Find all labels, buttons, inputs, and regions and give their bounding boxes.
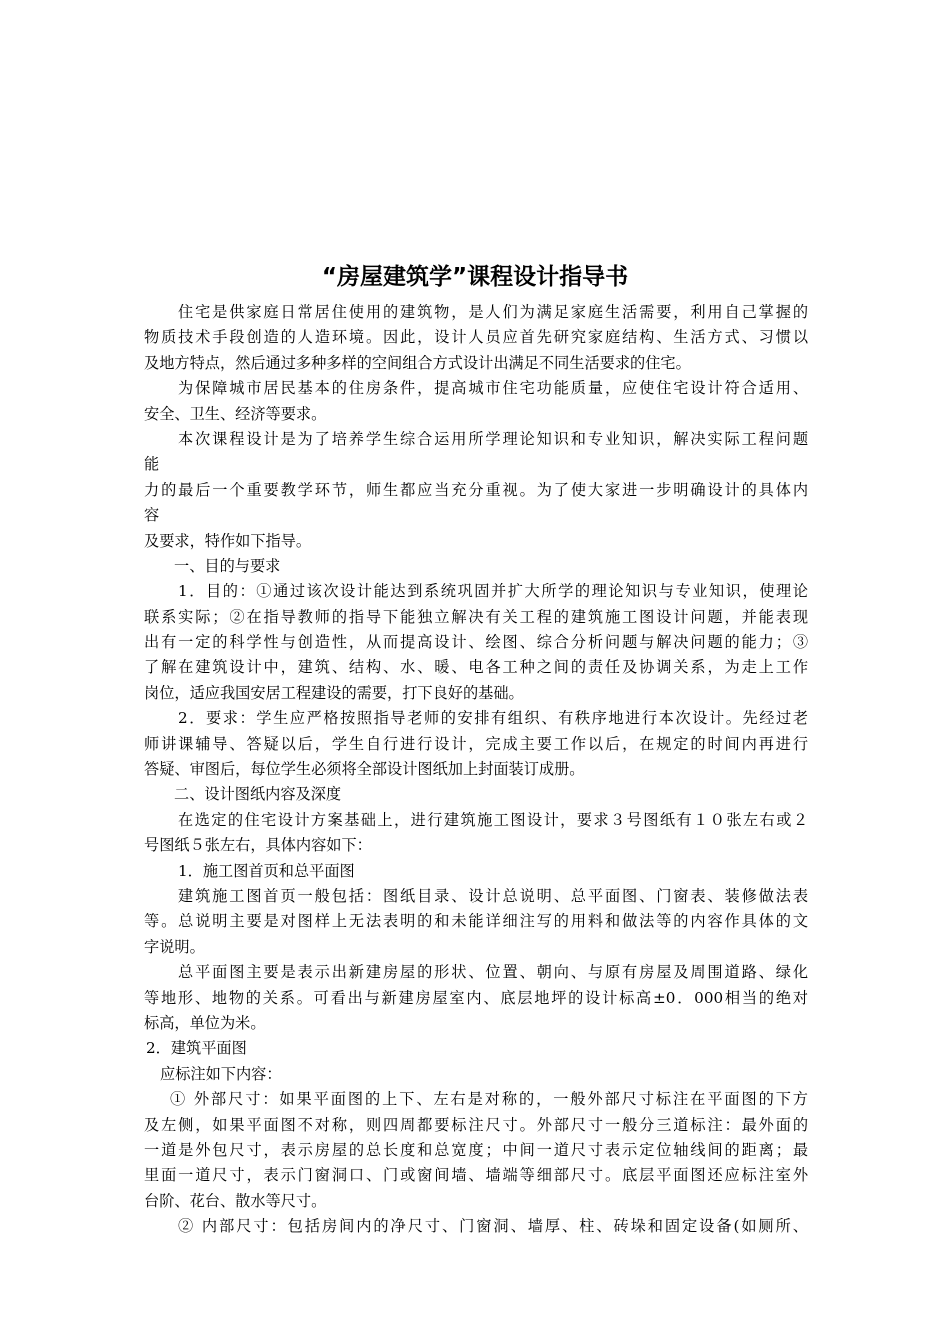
subsection-heading: 1．施工图首页和总平面图 xyxy=(178,861,355,880)
paragraph-line: 本次课程设计是为了培养学生综合运用所学理论知识和专业知识，解决实际工程问题 xyxy=(178,429,808,448)
paragraph-line: 字说明。 xyxy=(144,937,205,956)
paragraph-line: 及要求，特作如下指导。 xyxy=(144,531,312,550)
section-heading: 一、目的与要求 xyxy=(174,556,281,575)
paragraph-line: 总平面图主要是表示出新建房屋的形状、位置、朝向、与原有房屋及周围道路、绿化 xyxy=(178,963,808,982)
paragraph-line: 出有一定的科学性与创造性，从而提高设计、绘图、综合分析问题与解决问题的能力；③ xyxy=(144,633,808,652)
paragraph-line: 及左侧，如果平面图不对称，则四周都要标注尺寸。外部尺寸一般分三道标注：最外面的 xyxy=(144,1115,808,1134)
paragraph-line: 联系实际；②在指导教师的指导下能独立解决有关工程的建筑施工图设计问题，并能表现 xyxy=(144,607,808,626)
paragraph-line: 2．要求：学生应严格按照指导老师的安排有组织、有秩序地进行本次设计。先经过老 xyxy=(178,709,808,728)
paragraph-line: 岗位，适应我国安居工程建设的需要，打下良好的基础。 xyxy=(144,683,524,702)
paragraph-line: 了解在建筑设计中，建筑、结构、水、暖、电各工种之间的责任及协调关系，为走上工作 xyxy=(144,658,808,677)
document-title: “房屋建筑学”课程设计指导书 xyxy=(321,264,629,290)
paragraph-line: 答疑、审图后，每位学生必须将全部设计图纸加上封面装订成册。 xyxy=(144,760,585,779)
paragraph-line: 台阶、花台、散水等尺寸。 xyxy=(144,1191,327,1210)
paragraph-line: 应标注如下内容： xyxy=(160,1064,282,1083)
paragraph-line: 里面一道尺寸，表示门窗洞口、门或窗间墙、墙端等细部尺寸。底层平面图还应标注室外 xyxy=(144,1166,808,1185)
paragraph-line: 号图纸５张左右，具体内容如下： xyxy=(144,836,372,855)
paragraph-line: 能 xyxy=(144,455,160,474)
paragraph-line: 为保障城市居民基本的住房条件，提高城市住宅功能质量，应使住宅设计符合适用、 xyxy=(178,379,808,398)
paragraph-line: ② 内部尺寸：包括房间内的净尺寸、门窗洞、墙厚、柱、砖垛和固定设备(如厕所、 xyxy=(178,1217,808,1236)
paragraph-line: 力的最后一个重要教学环节，师生都应当充分重视。为了使大家进一步明确设计的具体内 xyxy=(144,480,808,499)
paragraph-line: 等地形、地物的关系。可看出与新建房屋室内、底层地坪的设计标高±0．000相当的绝对 xyxy=(144,988,808,1007)
paragraph-line: 物质技术手段创造的人造环境。因此，设计人员应首先研究家庭结构、生活方式、习惯以 xyxy=(144,328,808,347)
section-heading: 二、设计图纸内容及深度 xyxy=(174,785,342,804)
paragraph-line: 一道是外包尺寸，表示房屋的总长度和总宽度；中间一道尺寸表示定位轴线间的距离；最 xyxy=(144,1140,808,1159)
subsection-heading: 2．建筑平面图 xyxy=(146,1039,247,1058)
paragraph-line: 标高，单位为米。 xyxy=(144,1013,266,1032)
paragraph-line: 1．目的：①通过该次设计能达到系统巩固并扩大所学的理论知识与专业知识，使理论 xyxy=(178,582,808,601)
paragraph-line: 等。总说明主要是对图样上无法表明的和未能详细注写的用料和做法等的内容作具体的文 xyxy=(144,912,808,931)
paragraph-line: 容 xyxy=(144,506,160,525)
paragraph-line: 住宅是供家庭日常居住使用的建筑物，是人们为满足家庭生活需要，利用自己掌握的 xyxy=(178,303,808,321)
paragraph-line: 在选定的住宅设计方案基础上，进行建筑施工图设计，要求３号图纸有１０张左右或２ xyxy=(178,810,808,829)
document-body xyxy=(144,300,808,1239)
paragraph-line: 师讲课辅导、答疑以后，学生自行进行设计，完成主要工作以后，在规定的时间内再进行 xyxy=(144,734,808,753)
paragraph-line: 及地方特点，然后通过多种多样的空间组合方式设计出满足不同生活要求的住宅。 xyxy=(144,353,691,372)
paragraph-line: ① 外部尺寸：如果平面图的上下、左右是对称的，一般外部尺寸标注在平面图的下方 xyxy=(170,1090,808,1109)
paragraph-line: 安全、卫生、经济等要求。 xyxy=(144,404,327,423)
paragraph-line: 建筑施工图首页一般包括：图纸目录、设计总说明、总平面图、门窗表、装修做法表 xyxy=(178,886,808,905)
